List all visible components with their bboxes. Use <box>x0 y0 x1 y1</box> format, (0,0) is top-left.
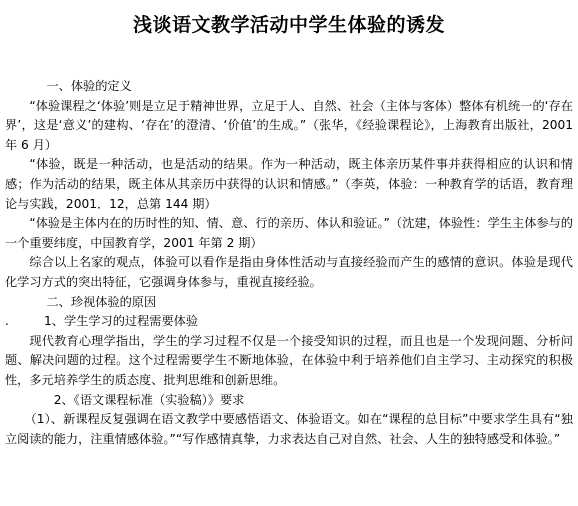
document-title: 浅谈语文教学活动中学生体验的诱发 <box>132 14 445 36</box>
paragraph-psychology: 现代教育心理学指出，学生的学习过程不仅是一个接受知识的过程，而且也是一个发现问题、分析问题、解决问题的过程。这个过程需要学生不断地体验，在体验中利于培养他们自主学习、主动探究的积极性，多元培养学生的质态度、批判思维和创新思维。 <box>5 333 573 387</box>
paragraph-quote-liying: “体验，既是一种活动，也是活动的结果。作为一种活动，既主体亲历某件事并获得相应的认识和情感；作为活动的结果，既主体从其亲历中获得的认识和情感。”（李英，体验：一种教育学的话语，教育理论与实践，2001．12，总第 144 期） <box>5 157 573 211</box>
paragraph-curriculum-goal: （1）、新课程反复强调在语文教学中要感悟语文、体验语文。如在“课程的总目标”中要求学生具有“独立阅读的能力，注重情感体验。”“写作感情真挚，力求表达自己对自然、社会、人生的独特感受和体验。” <box>5 412 573 446</box>
section-heading-definition: 一、体验的定义 <box>46 79 132 93</box>
paragraph-quote-shenjian: “体验是主体内在的历时性的知、情、意、行的亲历、体认和验证。”（沈建，体验性：学生主体参与的一个重要纬度，中国教育学，2001 年第 2 期） <box>5 216 573 250</box>
subheading-learning-process-text: 1、学生学习的过程需要体验 <box>44 314 199 329</box>
paragraph-quote-zhanghua: “体验课程之‘体验’则是立足于精神世界，立足于人、自然、社会（主体与客体）整体有机统一的‘存在界’，这是‘意义’的建构、‘存在’的澄清、‘价值’的生成。”（张华，《经验课程论》，上海教育出版社，2001 年 6 月） <box>5 98 573 152</box>
subheading-curriculum-standard: 2、《语文课程标准（实验稿）》要求 <box>53 392 245 407</box>
paragraph-summary: 综合以上名家的观点，体验可以看作是指由身体性活动与直接经验而产生的感情的意识。体验是现代化学习方式的突出特征，它强调身体参与，重视直接经验。 <box>5 255 573 289</box>
document-body <box>5 77 573 449</box>
subheading-learning-process <box>5 312 573 332</box>
bullet-dot: . <box>5 314 9 329</box>
section-heading-reasons: 二、珍视体验的原因 <box>46 294 157 309</box>
